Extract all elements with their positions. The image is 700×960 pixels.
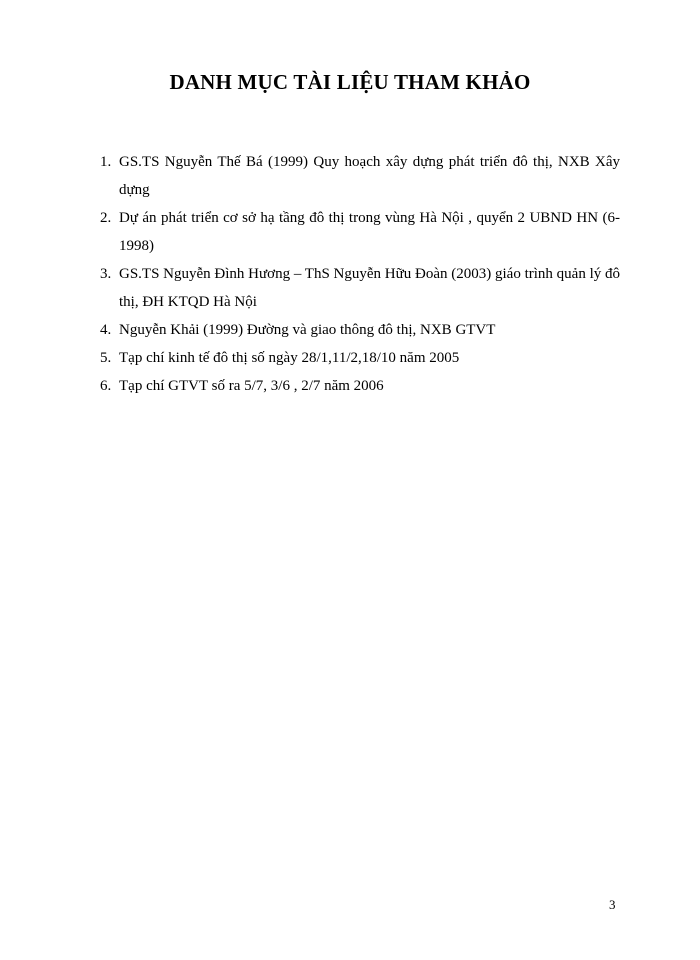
reference-text: GS.TS Nguyễn Thế Bá (1999) Quy hoạch xây dựng phát triển đô thị, NXB Xây dựng [119, 154, 620, 198]
reference-list [100, 148, 620, 400]
reference-text: Tạp chí GTVT số ra 5/7, 3/6 , 2/7 năm 2006 [119, 378, 384, 394]
reference-number: 5. [100, 350, 112, 366]
reference-item-1 [100, 148, 620, 204]
reference-item-6 [100, 372, 620, 400]
reference-number: 3. [100, 266, 112, 282]
page-number: 3 [609, 897, 616, 912]
reference-item-2 [100, 204, 620, 260]
page-title: DANH MỤC TÀI LIỆU THAM KHẢO [169, 70, 531, 94]
reference-item-5 [100, 344, 620, 372]
reference-number: 1. [100, 154, 112, 170]
reference-text: Tạp chí kinh tế đô thị số ngày 28/1,11/2,18/10 năm 2005 [119, 350, 460, 366]
reference-number: 2. [100, 210, 112, 226]
reference-number: 4. [100, 322, 112, 338]
reference-number: 6. [100, 378, 112, 394]
reference-text: GS.TS Nguyễn Đình Hương – ThS Nguyễn Hữu Đoàn (2003) giáo trình quản lý đô thị, ĐH KTQD Hà Nội [119, 266, 620, 310]
reference-text: Dự án phát triển cơ sở hạ tầng đô thị trong vùng Hà Nội , quyển 2 UBND HN (6-1998) [119, 210, 620, 254]
reference-item-3 [100, 260, 620, 316]
reference-item-4 [100, 316, 620, 344]
reference-text: Nguyễn Khải (1999) Đường và giao thông đô thị, NXB GTVT [119, 322, 496, 338]
